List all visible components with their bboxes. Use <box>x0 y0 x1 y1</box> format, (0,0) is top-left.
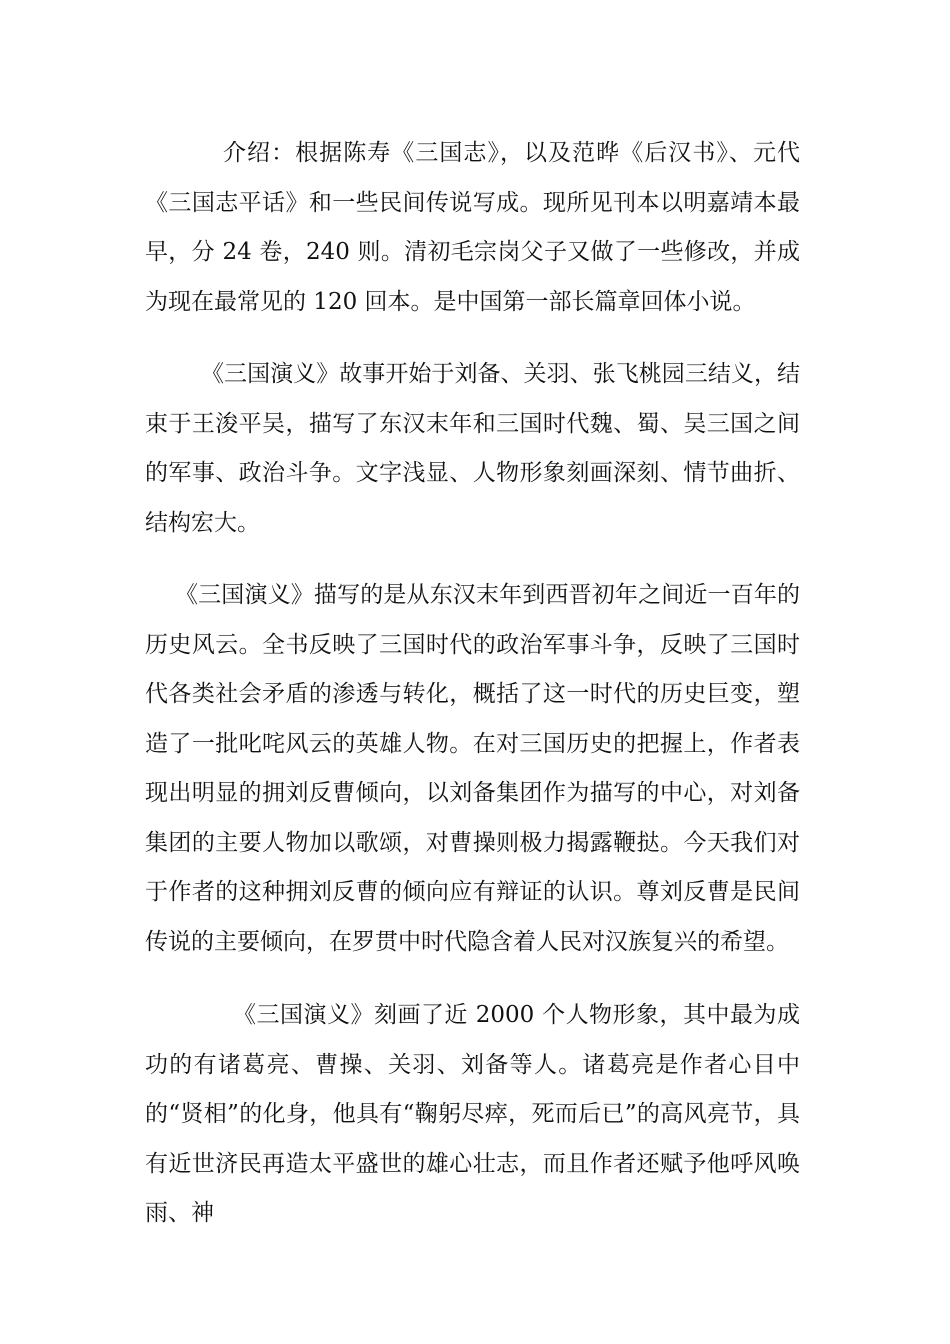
paragraph-introduction: 介绍：根据陈寿《三国志》，以及范晔《后汉书》、元代《三国志平话》和一些民间传说写成。现所见刊本以明嘉靖本最早，分 24 卷，240 则。清初毛宗岗父子又做了一些修改，并成为现在最常见的 120 回本。是中国第一部长篇章回体小说。 <box>145 140 800 315</box>
paragraph-historical-themes: 《三国演义》描写的是从东汉末年到西晋初年之间近一百年的历史风云。全书反映了三国时代的政治军事斗争，反映了三国时代各类社会矛盾的渗透与转化，概括了这一时代的历史巨变，塑造了一批叱咤风云的英雄人物。在对三国历史的把握上，作者表现出明显的拥刘反曹倾向，以刘备集团作为描写的中心，对刘备集团的主要人物加以歌颂，对曹操则极力揭露鞭挞。今天我们对于作者的这种拥刘反曹的倾向应有辩证的认识。尊刘反曹是民间传说的主要倾向，在罗贯中时代隐含着人民对汉族复兴的希望。 <box>145 582 800 955</box>
paragraph-characters: 《三国演义》刻画了近 2000 个人物形象，其中最为成功的有诸葛亮、曹操、关羽、刘备等人。诸葛亮是作者心目中的“贤相”的化身，他具有“鞠躬尽瘁，死而后已”的高风亮节，具有近世济民再造太平盛世的雄心壮志，而且作者还赋予他呼风唤雨、神 <box>145 1002 800 1226</box>
paragraph-story-outline: 《三国演义》故事开始于刘备、关羽、张飞桃园三结义，结束于王浚平吴，描写了东汉末年和三国时代魏、蜀、吴三国之间的军事、政治斗争。文字浅显、人物形象刻画深刻、情节曲折、结构宏大。 <box>145 361 800 536</box>
